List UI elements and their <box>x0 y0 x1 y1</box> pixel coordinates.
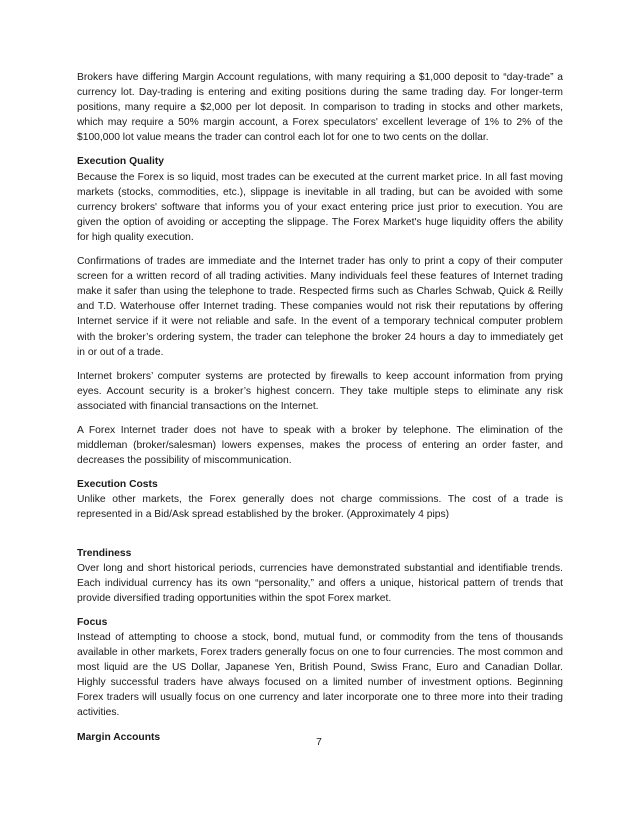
body-execution-costs: Unlike other markets, the Forex generally does not charge commissions. The cost of a trade is represented in a Bid/Ask spread established by the broker. (Approximately 4 pips) <box>77 494 563 521</box>
heading-execution-quality: Execution Quality <box>77 156 164 168</box>
page-number: 7 <box>316 737 322 748</box>
section-execution-quality <box>77 154 563 245</box>
section-gap <box>77 532 563 546</box>
heading-focus: Focus <box>77 616 108 628</box>
heading-execution-costs: Execution Costs <box>77 479 158 491</box>
section-focus <box>77 615 563 721</box>
paragraph-margin-regulations: Brokers have differing Margin Account regulations, with many requiring a $1,000 deposit to “day-trade” a currency lot. Day-trading is entering and exiting positions during the same trading day. For longer-term positions, many require a $2,000 per lot deposit. In comparison to trading in stocks and other markets, which may require a 50% margin account, a Forex speculators' excellent leverage of 1% to 2% of the $100,000 lot value means the trader can control each lot for one to two cents on the dollar. <box>77 72 563 144</box>
body-execution-quality: Because the Forex is so liquid, most trades can be executed at the current market price. In all fast moving markets (stocks, commodities, etc.), slippage is inevitable in all trading, but can be avoided with some currency brokers' software that informs you of your exact entering price just prior to execution. You are given the option of avoiding or accepting the slippage. The Forex Market's huge liquidity offers the ability for high quality execution. <box>77 171 563 243</box>
body-trendiness: Over long and short historical periods, currencies have demonstrated substantial and identifiable trends. Each individual currency has its own “personality,” and offers a unique, historical pattern of trends that provide diversified trading opportunities within the spot Forex market. <box>77 562 563 604</box>
heading-trendiness: Trendiness <box>77 547 132 559</box>
section-trendiness <box>77 546 563 606</box>
paragraph-confirmations: Confirmations of trades are immediate and the Internet trader has only to print a copy of their computer screen for a written record of all trading activities. Many individuals feel these features of Internet trading make it safer than using the telephone to trade. Respected firms such as Charles Schwab, Quick & Reilly and T.D. Waterhouse offer Internet trading. These companies would not risk their reputations by offering Internet service if it were not reliable and safe. In the event of a temporary technical computer problem with the broker’s ordering system, the trader can telephone the broker 24 hours a day to immediately get in or out of a trade. <box>77 256 563 358</box>
paragraph-internet-trader: A Forex Internet trader does not have to speak with a broker by telephone. The elimination of the middleman (broker/salesman) lowers expenses, makes the process of entering an order faster, and decreases the possibility of miscommunication. <box>77 424 563 467</box>
section-execution-costs <box>77 477 563 522</box>
heading-margin-accounts: Margin Accounts <box>77 731 161 743</box>
paragraph-internet-security: Internet brokers’ computer systems are protected by firewalls to keep account information from prying eyes. Account security is a broker’s highest concern. They take multiple steps to eliminate any risk associated with financial transactions on the Internet. <box>77 370 563 412</box>
document-page <box>77 70 563 745</box>
body-focus: Instead of attempting to choose a stock, bond, mutual fund, or commodity from the tens of thousands available in other markets, Forex traders generally focus on one to four currencies. The most common and most liquid are the US Dollar, Japanese Yen, British Pound, Swiss Franc, Euro and Canadian Dollar. Highly successful traders have always focused on a limited number of investment options. Beginning Forex traders will usually focus on one currency and later incorporate one to three more into their trading activities. <box>77 632 563 719</box>
